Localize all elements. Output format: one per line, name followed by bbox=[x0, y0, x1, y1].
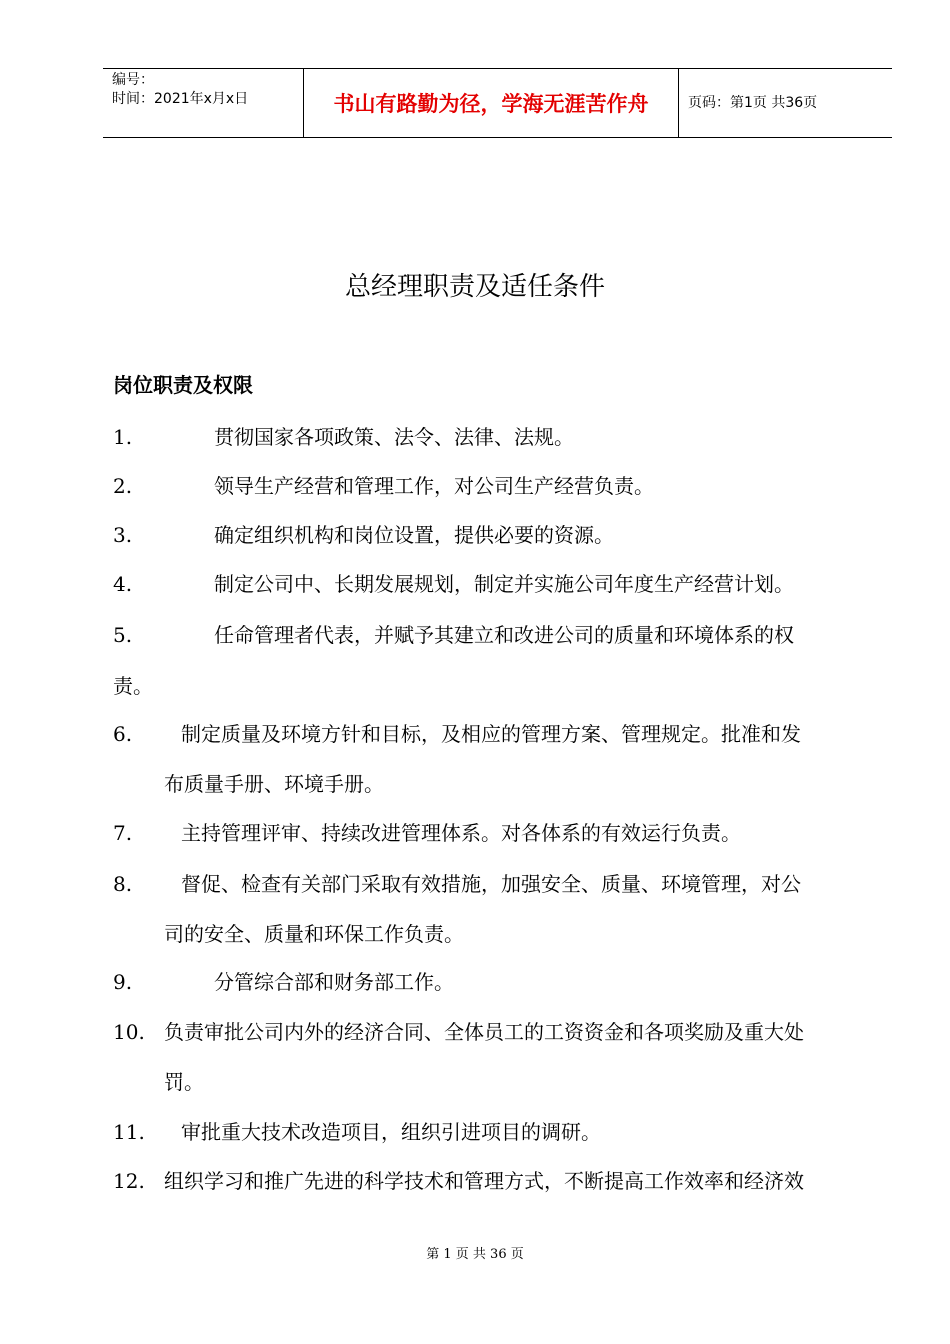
item-text: 任命管理者代表，并赋予其建立和改进公司的质量和环境体系的权 bbox=[214, 623, 794, 647]
item-text: 审批重大技术改造项目，组织引进项目的调研。 bbox=[181, 1120, 601, 1144]
header-page-info: 页码：第1页 共36页 bbox=[688, 95, 818, 111]
item-number: 10. bbox=[113, 1020, 145, 1044]
item-text: 负责审批公司内外的经济合同、全体员工的工资资金和各项奖励及重大处 bbox=[164, 1020, 804, 1044]
item-text-continued: 责。 bbox=[113, 674, 153, 698]
header-info-cell bbox=[103, 69, 304, 137]
document-time-label: 时间：2021年x月x日 bbox=[112, 91, 249, 107]
item-text: 分管综合部和财务部工作。 bbox=[214, 970, 454, 994]
item-text: 确定组织机构和岗位设置，提供必要的资源。 bbox=[214, 523, 614, 547]
item-number: 4. bbox=[113, 572, 133, 596]
item-number: 11. bbox=[113, 1120, 145, 1144]
section-heading: 岗位职责及权限 bbox=[113, 373, 253, 397]
item-number: 2. bbox=[113, 474, 133, 498]
header-motto-cell bbox=[304, 69, 679, 137]
item-text: 领导生产经营和管理工作，对公司生产经营负责。 bbox=[214, 474, 654, 498]
item-number: 12. bbox=[113, 1169, 145, 1193]
item-text: 督促、检查有关部门采取有效措施，加强安全、质量、环境管理，对公 bbox=[181, 872, 801, 896]
item-number: 5. bbox=[113, 623, 133, 647]
item-text: 组织学习和推广先进的科学技术和管理方式，不断提高工作效率和经济效 bbox=[164, 1169, 804, 1193]
item-number: 8. bbox=[113, 872, 133, 896]
item-text-continued: 布质量手册、环境手册。 bbox=[164, 772, 384, 796]
document-title: 总经理职责及适任条件 bbox=[344, 272, 605, 302]
item-number: 1. bbox=[113, 425, 133, 449]
document-header bbox=[103, 68, 892, 138]
header-page-cell bbox=[679, 69, 892, 137]
document-number-label: 编号： bbox=[112, 72, 154, 88]
item-text: 贯彻国家各项政策、法令、法律、法规。 bbox=[214, 425, 574, 449]
page-footer: 第 1 页 共 36 页 bbox=[426, 1247, 524, 1262]
item-number: 9. bbox=[113, 970, 133, 994]
item-text: 制定公司中、长期发展规划，制定并实施公司年度生产经营计划。 bbox=[214, 572, 794, 596]
item-text: 主持管理评审、持续改进管理体系。对各体系的有效运行负责。 bbox=[181, 821, 741, 845]
item-text: 制定质量及环境方针和目标，及相应的管理方案、管理规定。批准和发 bbox=[181, 722, 801, 746]
header-motto: 书山有路勤为径，学海无涯苦作舟 bbox=[333, 92, 649, 116]
item-number: 7. bbox=[113, 821, 133, 845]
item-text-continued: 罚。 bbox=[164, 1070, 204, 1094]
item-number: 3. bbox=[113, 523, 133, 547]
item-number: 6. bbox=[113, 722, 133, 746]
item-text-continued: 司的安全、质量和环保工作负责。 bbox=[164, 922, 464, 946]
